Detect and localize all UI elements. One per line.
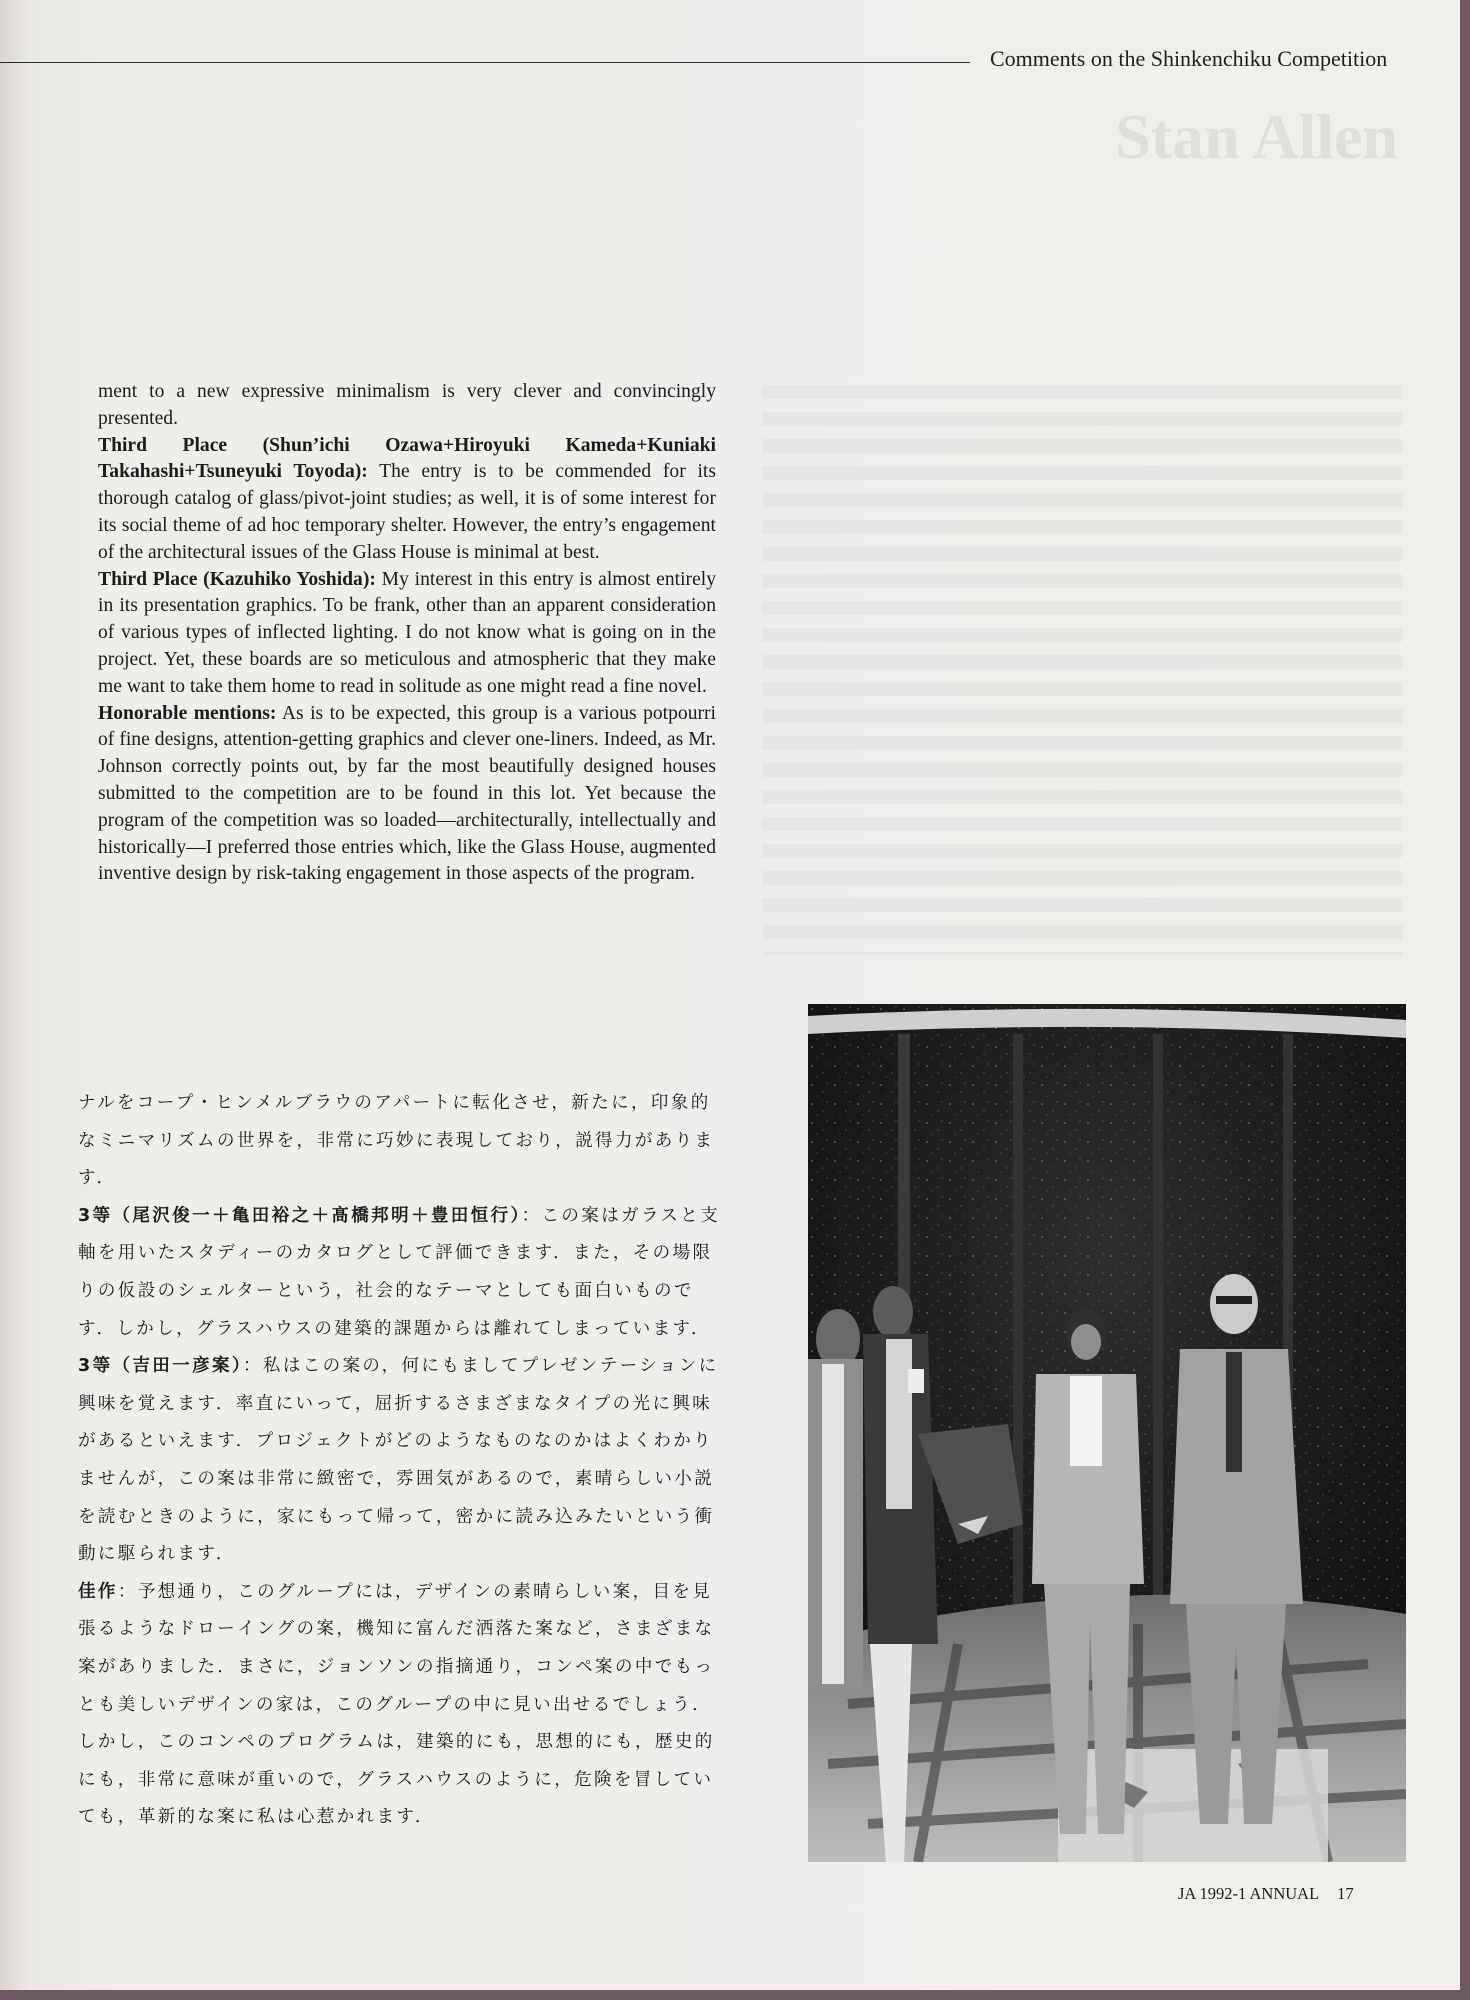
entry-comment: ：予想通り，このグループには，デザインの素晴らしい案，目を見張るようなドローイングの案，機知に富んだ洒落た案など，さまざまな案がありました．まさに，ジョンソンの指摘通り，コンペ案の中でもっとも美しいデザインの家は，このグループの中に見い出せるでしょう．しかし，このコンペのプログラムは，建築的にも，思想的にも，歴史的にも，非常に意味が重いので，グラスハウスのように，危険を冒していても，革新的な案に私は心惹かれます． <box>78 1581 715 1828</box>
english-paragraph-honorable-mentions <box>98 701 716 889</box>
entry-heading: Third Place (Shun’ichi Ozawa+Hiroyuki Kameda+Kuniaki Takahashi+Tsuneyuki Toyoda): <box>98 434 716 483</box>
english-column <box>98 379 716 888</box>
japanese-paragraph-honorable-mentions <box>78 1574 728 1837</box>
glass-mullion <box>1013 1034 1023 1624</box>
entry-comment: My interest in this entry is almost entirely in its presentation graphics. To be frank, other than an apparent consideration of various types of inflected lighting. I do not know what is going on in the project. Yet, these boards are so meticulous and atmospheric that they make me want to take them home to read in solitude as one might read a fine novel. <box>98 568 717 697</box>
show-through-text-block <box>762 385 1402 955</box>
publication-title: JA 1992-1 ANNUAL <box>1178 1884 1320 1903</box>
jury-photograph <box>808 1004 1406 1862</box>
english-paragraph-third-place-yoshida <box>98 567 716 701</box>
japanese-paragraph-continuation: ナルをコープ・ヒンメルブラウのアパートに転化させ，新たに，印象的なミニマリズムの世界を，非常に巧妙に表現しており，説得力がありま す． <box>78 1093 715 1189</box>
show-through-author-name: Stan Allen <box>1115 101 1398 172</box>
english-paragraph-continuation: ment to a new expressive minimalism is very clever and convincingly presented. <box>98 381 716 429</box>
page-number: 17 <box>1337 1884 1354 1903</box>
japanese-paragraph-third-place-yoshida <box>78 1348 728 1574</box>
page-footer <box>1178 1884 1354 1904</box>
entry-heading: 3等（尾沢俊一＋亀田裕之＋髙橋邦明＋豊田恒行） <box>78 1205 522 1226</box>
glass-mullion <box>1153 1034 1163 1624</box>
jury-photograph-illustration <box>808 1004 1406 1862</box>
running-head: Comments on the Shinkenchiku Competition <box>990 46 1388 71</box>
entry-heading: Third Place (Kazuhiko Yoshida): <box>98 568 376 590</box>
english-paragraph-third-place-ozawa <box>98 433 716 567</box>
entry-heading: 3等（吉田一彦案） <box>78 1356 244 1377</box>
header-rule <box>0 62 970 63</box>
entry-heading: Honorable mentions: <box>98 702 277 724</box>
japanese-column <box>78 1085 728 1837</box>
japanese-paragraph-third-place-ozawa <box>78 1198 728 1348</box>
entry-comment: ：私はこの案の，何にもましてプレゼンテーションに興味を覚えます．率直にいって，屈折するさまざまなタイプの光に興味があるといえます．プロジェクトがどのようなものなのかはよくわかりませんが，この案は非常に緻密で，雰囲気があるので，素晴らしい小説を読むときのように，家にもって帰って，密かに読み込みたいという衝動に駆られます． <box>78 1356 719 1565</box>
entry-comment: The entry is to be commended for its thorough catalog of glass/pivot-joint studies; as well, it is of some interest for its social theme of ad hoc temporary shelter. However, the entry’s engagement of the architectural issues of the Glass House is minimal at best. <box>98 461 716 563</box>
entry-heading: 佳作 <box>78 1581 118 1602</box>
entry-comment: As is to be expected, this group is a various potpourri of fine designs, attention-getting graphics and clever one-liners. Indeed, as Mr. Johnson correctly points out, by far the most beautifully designed houses submitted to the competition are to be found in this lot. Yet because the program of the competition was so loaded—architecturally, intellectually and historically—I preferred those entries which, like the Glass House, augmented inventive design by risk-taking engagement in those aspects of the program. <box>98 702 717 885</box>
entry-comment: ：この案はガラスと支軸を用いたスタディーのカタログとして評価できます．また，その場限りの仮設のシェルターという，社会的なテーマとしても面白いものです．しかし，グラスハウスの建築的課題からは離れてしまっています． <box>78 1205 721 1339</box>
man-left <box>808 1309 863 1689</box>
